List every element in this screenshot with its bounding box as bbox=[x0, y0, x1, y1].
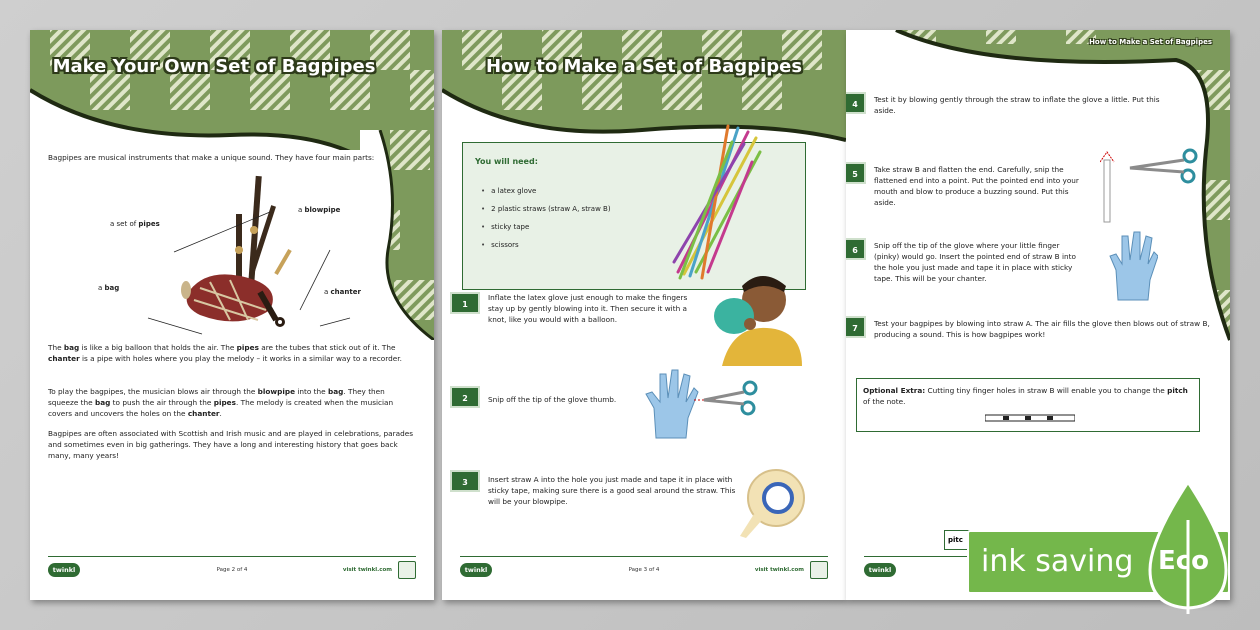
optional-extra-box bbox=[856, 378, 1200, 432]
visit-link[interactable]: visit twinkl.com bbox=[754, 567, 804, 573]
list-item: • sticky tape bbox=[481, 223, 611, 241]
visit-link[interactable]: visit twinkl.com bbox=[342, 567, 392, 573]
twinkl-logo: twinkl bbox=[864, 563, 896, 577]
header-label: How to Make a Set of Bagpipes bbox=[1089, 38, 1212, 46]
materials-list bbox=[481, 187, 611, 259]
label-bag: a bag bbox=[98, 284, 120, 292]
page-preview-2[interactable] bbox=[442, 30, 846, 600]
glove-icon bbox=[1108, 230, 1158, 302]
optional-extra-text bbox=[863, 385, 1193, 407]
partial-word-box: pitc bbox=[944, 530, 970, 550]
straws-illustration bbox=[668, 122, 768, 282]
step-number-6: 6 bbox=[846, 238, 866, 260]
step-number-7: 7 bbox=[846, 316, 866, 338]
child-blowing-glove-illustration bbox=[712, 266, 812, 366]
step-number-2: 2 bbox=[450, 386, 480, 408]
page-preview-1[interactable] bbox=[30, 30, 434, 600]
glove-scissors-illustration bbox=[642, 368, 762, 440]
label-arrows bbox=[140, 170, 370, 340]
intro-text: Bagpipes are musical instruments that make a unique sound. They have four main parts: bbox=[48, 153, 375, 162]
paragraph-history: Bagpipes are often associated with Scottish and Irish music and are played in celebrations, parades and sometimes even in big gatherings. They have a long and interesting history that goes back many, many years! bbox=[48, 429, 414, 460]
paragraph-play: To play the bagpipes, the musician blows air through the blowpipe into the bag. They then squeeze the bag to push the air through the pipes. The melody is created when the musician covers and uncovers the holes on the chanter. bbox=[48, 387, 394, 418]
paragraph-bag: The bag is like a big balloon that holds the air. The pipes are the tubes that stick out of it. The chanter is a pipe with holes where you play the melody – it works in a similar way to a recorder. bbox=[48, 343, 402, 363]
list-item: • a latex glove bbox=[481, 187, 611, 205]
page-number: Page 2 of 4 bbox=[216, 567, 248, 573]
step-text-4: Test it by blowing gently through the straw to inflate the glove a little. Put this aside. bbox=[874, 95, 1160, 115]
optional-extra-pitch: pitch bbox=[1167, 386, 1188, 395]
header-tartan bbox=[442, 30, 846, 150]
page-footer bbox=[48, 556, 416, 582]
list-item: • 2 plastic straws (straw A, straw B) bbox=[481, 205, 611, 223]
page-title: How to Make a Set of Bagpipes bbox=[485, 56, 803, 77]
step-number-5: 5 bbox=[846, 162, 866, 184]
list-item: • scissors bbox=[481, 241, 611, 259]
step-text-7: Test your bagpipes by blowing into straw A. The air fills the glove then blows out of straw B, producing a sound. This is how bagpipes work! bbox=[874, 319, 1210, 339]
label-blowpipe: a blowpipe bbox=[298, 206, 341, 214]
page-footer bbox=[460, 556, 828, 582]
quality-badge-icon bbox=[398, 561, 416, 579]
label-pipes: a set of pipes bbox=[110, 220, 160, 228]
step-number-3: 3 bbox=[450, 470, 480, 492]
eco-badge-text: Eco bbox=[1158, 546, 1210, 576]
sticky-tape-illustration bbox=[736, 464, 806, 540]
optional-extra-post: of the note. bbox=[863, 397, 906, 406]
materials-heading: You will need: bbox=[475, 157, 538, 166]
step-number-1: 1 bbox=[450, 292, 480, 314]
step-text-1: Inflate the latex glove just enough to make the fingers stay up by gently blowing into it. Then secure it with a knot, like you would with a balloon. bbox=[488, 293, 688, 324]
step-text-6: Snip off the tip of the glove where your little finger (pinky) would go. Insert the pointed end of straw B into the hole you just made and tape it in place with sticky tape. This will be your chanter. bbox=[874, 241, 1076, 283]
step-number-4: 4 bbox=[846, 92, 866, 114]
twinkl-logo: twinkl bbox=[460, 563, 492, 577]
straw-holes-diagram bbox=[985, 413, 1075, 423]
step-text-3: Insert straw A into the hole you just made and tape it in place with sticky tape, making sure there is a good seal around the straw. This will be your blowpipe. bbox=[488, 475, 736, 506]
step-text-2: Snip off the tip of the glove thumb. bbox=[488, 395, 617, 404]
step-text-5: Take straw B and flatten the end. Carefully, snip the flattened end into a point. Put the pointed end into your mouth and blow to produce a buzzing sound. Put this aside. bbox=[874, 165, 1079, 207]
twinkl-logo: twinkl bbox=[48, 563, 80, 577]
label-chanter: a chanter bbox=[324, 288, 361, 296]
optional-extra-pre: Cutting tiny finger holes in straw B will enable you to change the bbox=[927, 386, 1165, 395]
page-title: Make Your Own Set of Bagpipes bbox=[52, 56, 376, 77]
straw-scissors-illustration bbox=[1100, 148, 1200, 224]
page-number: Page 3 of 4 bbox=[628, 567, 660, 573]
quality-badge-icon bbox=[810, 561, 828, 579]
optional-extra-label: Optional Extra: bbox=[863, 386, 926, 395]
eco-banner-text: ink saving bbox=[981, 544, 1134, 579]
